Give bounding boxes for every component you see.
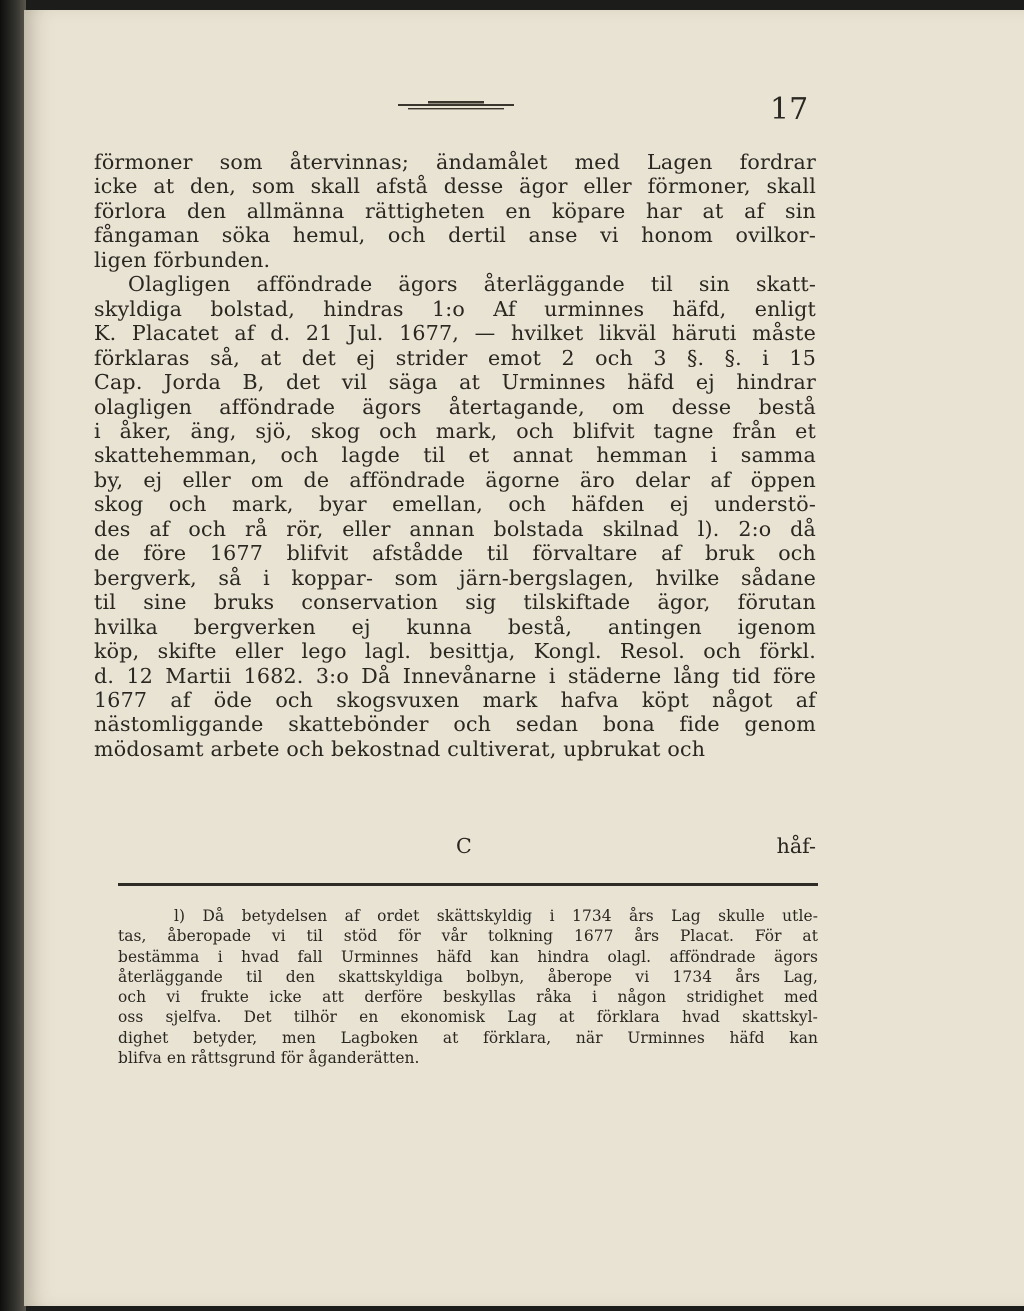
text-line: förklaras så, at det ej strider emot 2 och 3 §. §. i 15	[94, 345, 816, 370]
text-line: icke at den, som skall afstå desse ägor eller förmoner, skall	[94, 174, 816, 199]
text-line: förlora den allmänna rättigheten en köpare har at af sin	[94, 198, 816, 223]
text-line: i åker, äng, sjö, skog och mark, och blifvit tagne från et	[94, 418, 816, 443]
footnote-line: och vi frukte icke att derföre beskyllas råka i någon stridighet med	[118, 988, 818, 1007]
text-line: köp, skifte eller lego lagl. besittja, Kongl. Resol. och förkl.	[94, 639, 816, 664]
text-line: hvilka bergverken ej kunna bestå, antingen igenom	[94, 614, 816, 639]
text-line: 1677 af öde och skogsvuxen mark hafva köpt något af	[94, 687, 816, 712]
catchword: håf-	[776, 834, 816, 858]
text-line: skyldiga bolstad, hindras 1:o Af urminnes häfd, enligt	[94, 296, 816, 321]
header-ornament-rule	[398, 100, 514, 114]
footnote-line: tas, åberopade vi til stöd för vår tolkning 1677 års Placat. För at	[118, 927, 818, 946]
text-line: des af och rå rör, eller annan bolstada skilnad l). 2:o då	[94, 516, 816, 541]
footnote-line: dighet betyder, men Lagboken at förklara, när Urminnes häfd kan	[118, 1028, 818, 1047]
footnote-line: oss sjelfva. Det tilhör en ekonomisk Lag at förklara hvad skattskyl-	[118, 1008, 818, 1027]
text-line: bergverk, så i koppar- som järn-bergslagen, hvilke sådane	[94, 565, 816, 590]
main-text-block	[94, 150, 816, 761]
text-line: d. 12 Martii 1682. 3:o Då Innevånarne i städerne lång tid före	[94, 663, 816, 688]
text-line: skattehemman, och lagde til et annat hemman i samma	[94, 443, 816, 468]
text-line: mödosamt arbete och bekostnad cultiverat, upbrukat och	[94, 736, 706, 761]
text-line: Cap. Jorda B, det vil säga at Urminnes häfd ej hindrar	[94, 370, 816, 395]
book-spine-shadow	[0, 0, 26, 1311]
footnote-line: återläggande til den skattskyldiga bolbyn, åberope vi 1734 års Lag,	[118, 967, 818, 986]
text-line: fångaman söka hemul, och dertil anse vi honom ovilkor-	[94, 223, 816, 248]
text-line: K. Placatet af d. 21 Jul. 1677, — hvilket likväl häruti måste	[94, 321, 816, 346]
text-line: olagligen afföndrade ägors återtagande, om desse bestå	[94, 394, 816, 419]
footnote-separator-rule	[118, 883, 818, 886]
text-line: by, ej eller om de afföndrade ägorne äro delar af öppen	[94, 467, 816, 492]
text-line: ligen förbunden.	[94, 247, 271, 272]
page-footer-catch-row	[94, 834, 816, 860]
text-line: de före 1677 blifvit afstådde til förvaltare af bruk och	[94, 541, 816, 566]
footnote-line: bestämma i hvad fall Urminnes häfd kan hindra olagl. afföndrade ägors	[118, 947, 818, 966]
text-line: förmoner som återvinnas; ändamålet med Lagen fordrar	[94, 150, 816, 174]
footnote-block	[118, 906, 818, 1068]
signature-mark: C	[456, 834, 472, 858]
footnote-line: blifva en råttsgrund för åganderätten.	[118, 1049, 420, 1068]
footnote-line: l) Då betydelsen af ordet skättskyldig i 1734 års Lag skulle utle-	[174, 907, 818, 925]
text-line: skog och mark, byar emellan, och häfden ej understö-	[94, 492, 816, 517]
text-line: Olagligen afföndrade ägors återläggande til sin skatt-	[128, 272, 816, 297]
text-line: til sine bruks conservation sig tilskiftade ägor, förutan	[94, 590, 816, 615]
page-number: 17	[770, 92, 809, 127]
text-line: nästomliggande skattebönder och sedan bona fide genom	[94, 712, 816, 737]
